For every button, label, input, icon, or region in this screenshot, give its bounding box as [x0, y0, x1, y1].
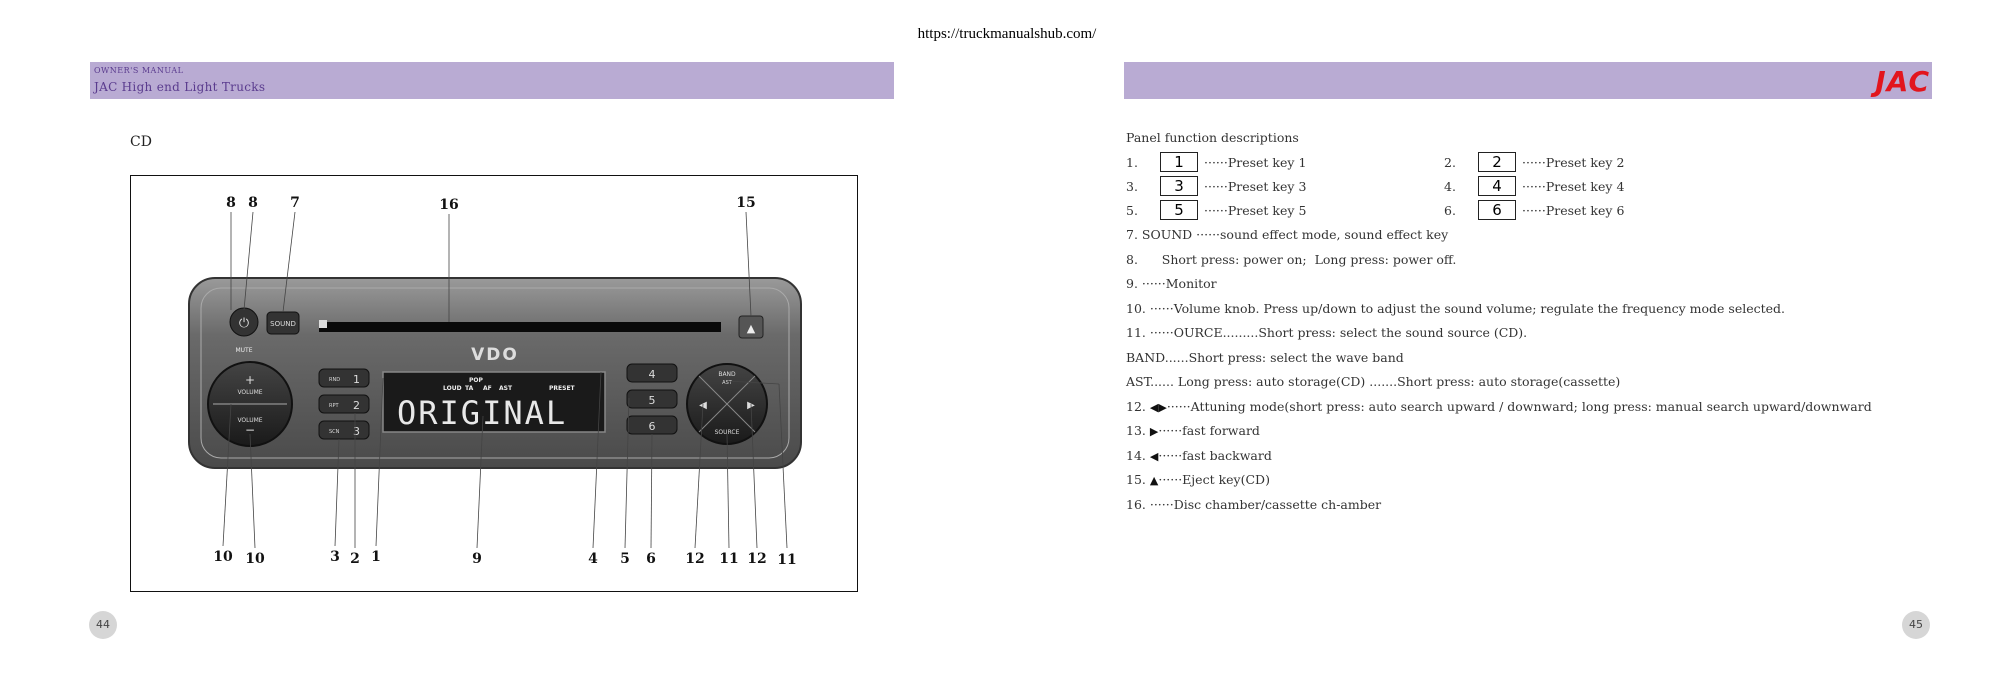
svg-text:3: 3 [353, 425, 360, 438]
right-arrow-icon: ▶ [1149, 425, 1159, 438]
desc-item-14: 14. ◀······fast backward [1126, 447, 1272, 463]
callout-8b: 8 [248, 195, 258, 211]
svg-text:2: 2 [353, 399, 360, 412]
preset-key-2 [319, 395, 369, 413]
section-label: CD [130, 134, 152, 150]
radio-illustration [131, 176, 859, 593]
svg-text:4: 4 [648, 368, 656, 381]
eject-icon: ▲ [1149, 474, 1159, 487]
svg-text:POP: POP [469, 377, 483, 384]
callout-12b: 12 [747, 551, 767, 567]
svg-text:PRESET: PRESET [549, 385, 575, 392]
panel-descriptions [1126, 130, 1956, 517]
preset-key-box: 1 [1160, 152, 1198, 172]
header-title: JAC High end Light Trucks [94, 80, 266, 94]
left-header-banner [90, 62, 894, 99]
radio-brand: VDO [471, 345, 519, 365]
desc-item-16: 16. ······Disc chamber/cassette ch-amber [1126, 496, 1382, 512]
callout-11a: 11 [719, 551, 739, 567]
callout-16: 16 [439, 197, 459, 213]
preset-desc-4: 4. 4 ······Preset key 4 [1444, 177, 1625, 195]
mute-label: MUTE [235, 347, 253, 354]
desc-item-band: BAND......Short press: select the wave band [1126, 349, 1404, 365]
preset-desc-5: 5. 5 ······Preset key 5 [1126, 201, 1307, 219]
callout-11b: 11 [777, 552, 797, 568]
preset-desc-3: 3. 3 ······Preset key 3 [1126, 177, 1307, 195]
desc-item-15: 15. ▲······Eject key(CD) [1126, 472, 1270, 487]
callout-7: 7 [290, 195, 300, 211]
sound-label: SOUND [270, 320, 296, 328]
svg-text:AF: AF [483, 385, 492, 392]
svg-text:VOLUME: VOLUME [237, 389, 263, 396]
svg-text:SOURCE: SOURCE [714, 429, 740, 436]
preset-key-box: 4 [1478, 176, 1516, 196]
left-arrow-icon: ◀ [1149, 400, 1159, 414]
preset-key-box: 2 [1478, 152, 1516, 172]
desc-item-10: 10. ······Volume knob. Press up/down to adjust the sound volume; regulate the frequency mode selected. [1126, 300, 1786, 316]
callout-10b: 10 [245, 551, 265, 567]
page-number-right: 45 [1902, 611, 1930, 639]
page-number-left: 44 [89, 611, 117, 639]
callout-15: 15 [736, 195, 756, 211]
callout-12a: 12 [685, 551, 705, 567]
callout-10a: 10 [213, 549, 233, 565]
right-header-banner [1124, 62, 1932, 99]
svg-text:▲: ▲ [746, 322, 756, 335]
desc-item-ast: AST...... Long press: auto storage(CD) .......Short press: auto storage(cassette) [1126, 374, 1621, 389]
callout-3: 3 [330, 549, 340, 565]
svg-text:◀: ◀ [699, 400, 707, 411]
site-url[interactable]: https://truckmanualshub.com/ [917, 26, 1097, 42]
preset-key-box: 6 [1478, 200, 1516, 220]
svg-text:+: + [244, 373, 256, 387]
preset-key-3 [319, 421, 369, 439]
callout-1: 1 [371, 549, 381, 565]
svg-text:RPT: RPT [329, 403, 339, 409]
svg-text:⏻: ⏻ [238, 316, 250, 331]
svg-text:AST: AST [722, 380, 732, 386]
jac-logo: JAC [1875, 65, 1930, 98]
desc-item-7: 7. SOUND ······sound effect mode, sound effect key [1126, 227, 1449, 242]
desc-item-13: 13. ▶······fast forward [1126, 423, 1260, 438]
svg-text:AST: AST [499, 385, 513, 392]
svg-text:VOLUME: VOLUME [237, 417, 263, 424]
left-arrow-icon: ◀ [1149, 449, 1159, 463]
desc-item-8: 8. Short press: power on; Long press: power off. [1126, 251, 1457, 267]
svg-text:TA: TA [465, 385, 474, 392]
svg-text:▶: ▶ [747, 400, 755, 411]
svg-text:RND: RND [329, 377, 341, 383]
radio-figure [130, 175, 858, 592]
desc-item-9: 9. ······Monitor [1126, 276, 1217, 291]
svg-text:SCN: SCN [329, 429, 340, 435]
preset-desc-2: 2. 2 ······Preset key 2 [1444, 153, 1625, 171]
callout-5: 5 [620, 551, 630, 567]
callout-9: 9 [472, 551, 482, 567]
svg-text:6: 6 [648, 420, 656, 433]
preset-key-1 [319, 369, 369, 387]
callout-4: 4 [588, 551, 598, 567]
desc-item-11: 11. ······OURCE.........Short press: select the sound source (CD). [1126, 325, 1528, 340]
disc-slot [319, 322, 721, 332]
svg-text:BAND: BAND [718, 371, 736, 378]
svg-text:−: − [244, 423, 256, 437]
desc-item-12: 12. ◀▶······Attuning mode(short press: auto search upward / downward; long press: manual search upward/downward [1126, 398, 1872, 414]
header-manual-label: OWNER'S MANUAL [94, 66, 184, 75]
preset-desc-6: 6. 6 ······Preset key 6 [1444, 201, 1625, 219]
preset-desc-1: 1. 1 ······Preset key 1 [1126, 153, 1307, 171]
svg-text:1: 1 [353, 373, 360, 386]
panel-heading: Panel function descriptions [1126, 130, 1299, 145]
preset-key-box: 3 [1160, 176, 1198, 196]
callout-8a: 8 [226, 195, 236, 211]
callout-2: 2 [350, 551, 360, 567]
preset-key-grid [1126, 151, 1956, 223]
right-arrow-icon: ▶ [1158, 400, 1167, 414]
callout-6: 6 [646, 551, 656, 567]
svg-text:5: 5 [648, 394, 656, 407]
preset-key-box: 5 [1160, 200, 1198, 220]
display-text: ORIGINAL [397, 394, 568, 432]
svg-text:LOUD: LOUD [443, 385, 462, 392]
